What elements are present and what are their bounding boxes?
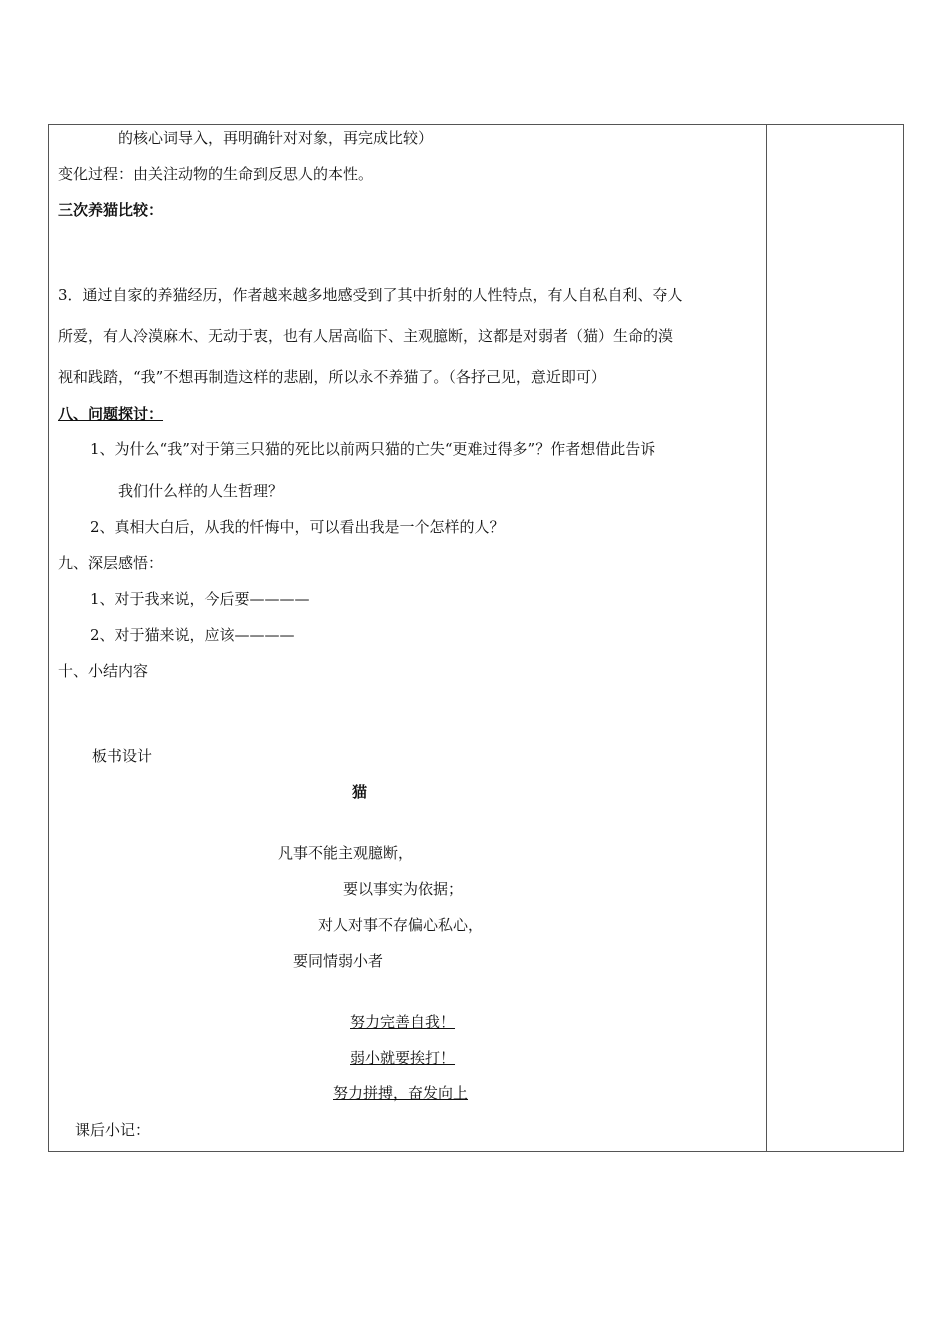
board-slogan-2: 弱小就要挨打！ xyxy=(350,1049,456,1067)
question-2: 2、真相大白后，从我的忏悔中，可以看出我是一个怎样的人？ xyxy=(90,518,505,536)
text-line-1: 的核心词导入，再明确针对对象，再完成比较） xyxy=(118,129,434,147)
board-slogan-1: 努力完善自我！ xyxy=(350,1013,456,1031)
insight-item-2: 2、对于猫来说，应该———— xyxy=(90,626,295,644)
question-1-line-2: 我们什么样的人生哲理？ xyxy=(118,482,284,500)
board-line-3: 对人对事不存偏心私心， xyxy=(318,916,484,934)
board-line-2: 要以事实为依据； xyxy=(343,880,464,898)
board-title: 猫 xyxy=(352,783,368,801)
section-heading-three-cats: 三次养猫比较： xyxy=(58,201,164,219)
text-line-2: 变化过程：由关注动物的生命到反思人的本性。 xyxy=(58,165,374,183)
column-divider xyxy=(766,124,767,1152)
after-class-notes-label: 课后小记： xyxy=(75,1121,151,1139)
section-heading-8: 八、问题探讨： xyxy=(58,405,164,423)
board-line-1: 凡事不能主观臆断， xyxy=(278,844,414,862)
insight-item-1: 1、对于我来说，今后要———— xyxy=(90,590,310,608)
board-slogan-3: 努力拼搏，奋发向上 xyxy=(333,1084,469,1102)
text-line-6: 视和践踏，“我”不想再制造这样的悲剧，所以永不养猫了。（各抒己见，意近即可） xyxy=(58,368,606,386)
text-line-4: 3．通过自家的养猫经历，作者越来越多地感受到了其中折射的人性特点，有人自私自利、夺人 xyxy=(58,286,683,304)
section-heading-10: 十、小结内容 xyxy=(58,662,149,680)
board-line-4: 要同情弱小者 xyxy=(293,952,384,970)
question-1-line-1: 1、为什么“我”对于第三只猫的死比以前两只猫的亡失“更难过得多”？作者想借此告诉 xyxy=(90,440,656,458)
text-line-5: 所爱，有人冷漠麻木、无动于衷，也有人居高临下、主观臆断，这都是对弱者（猫）生命的漠 xyxy=(58,327,674,345)
board-design-label: 板书设计 xyxy=(92,747,153,765)
section-heading-9: 九、深层感悟： xyxy=(58,554,164,572)
